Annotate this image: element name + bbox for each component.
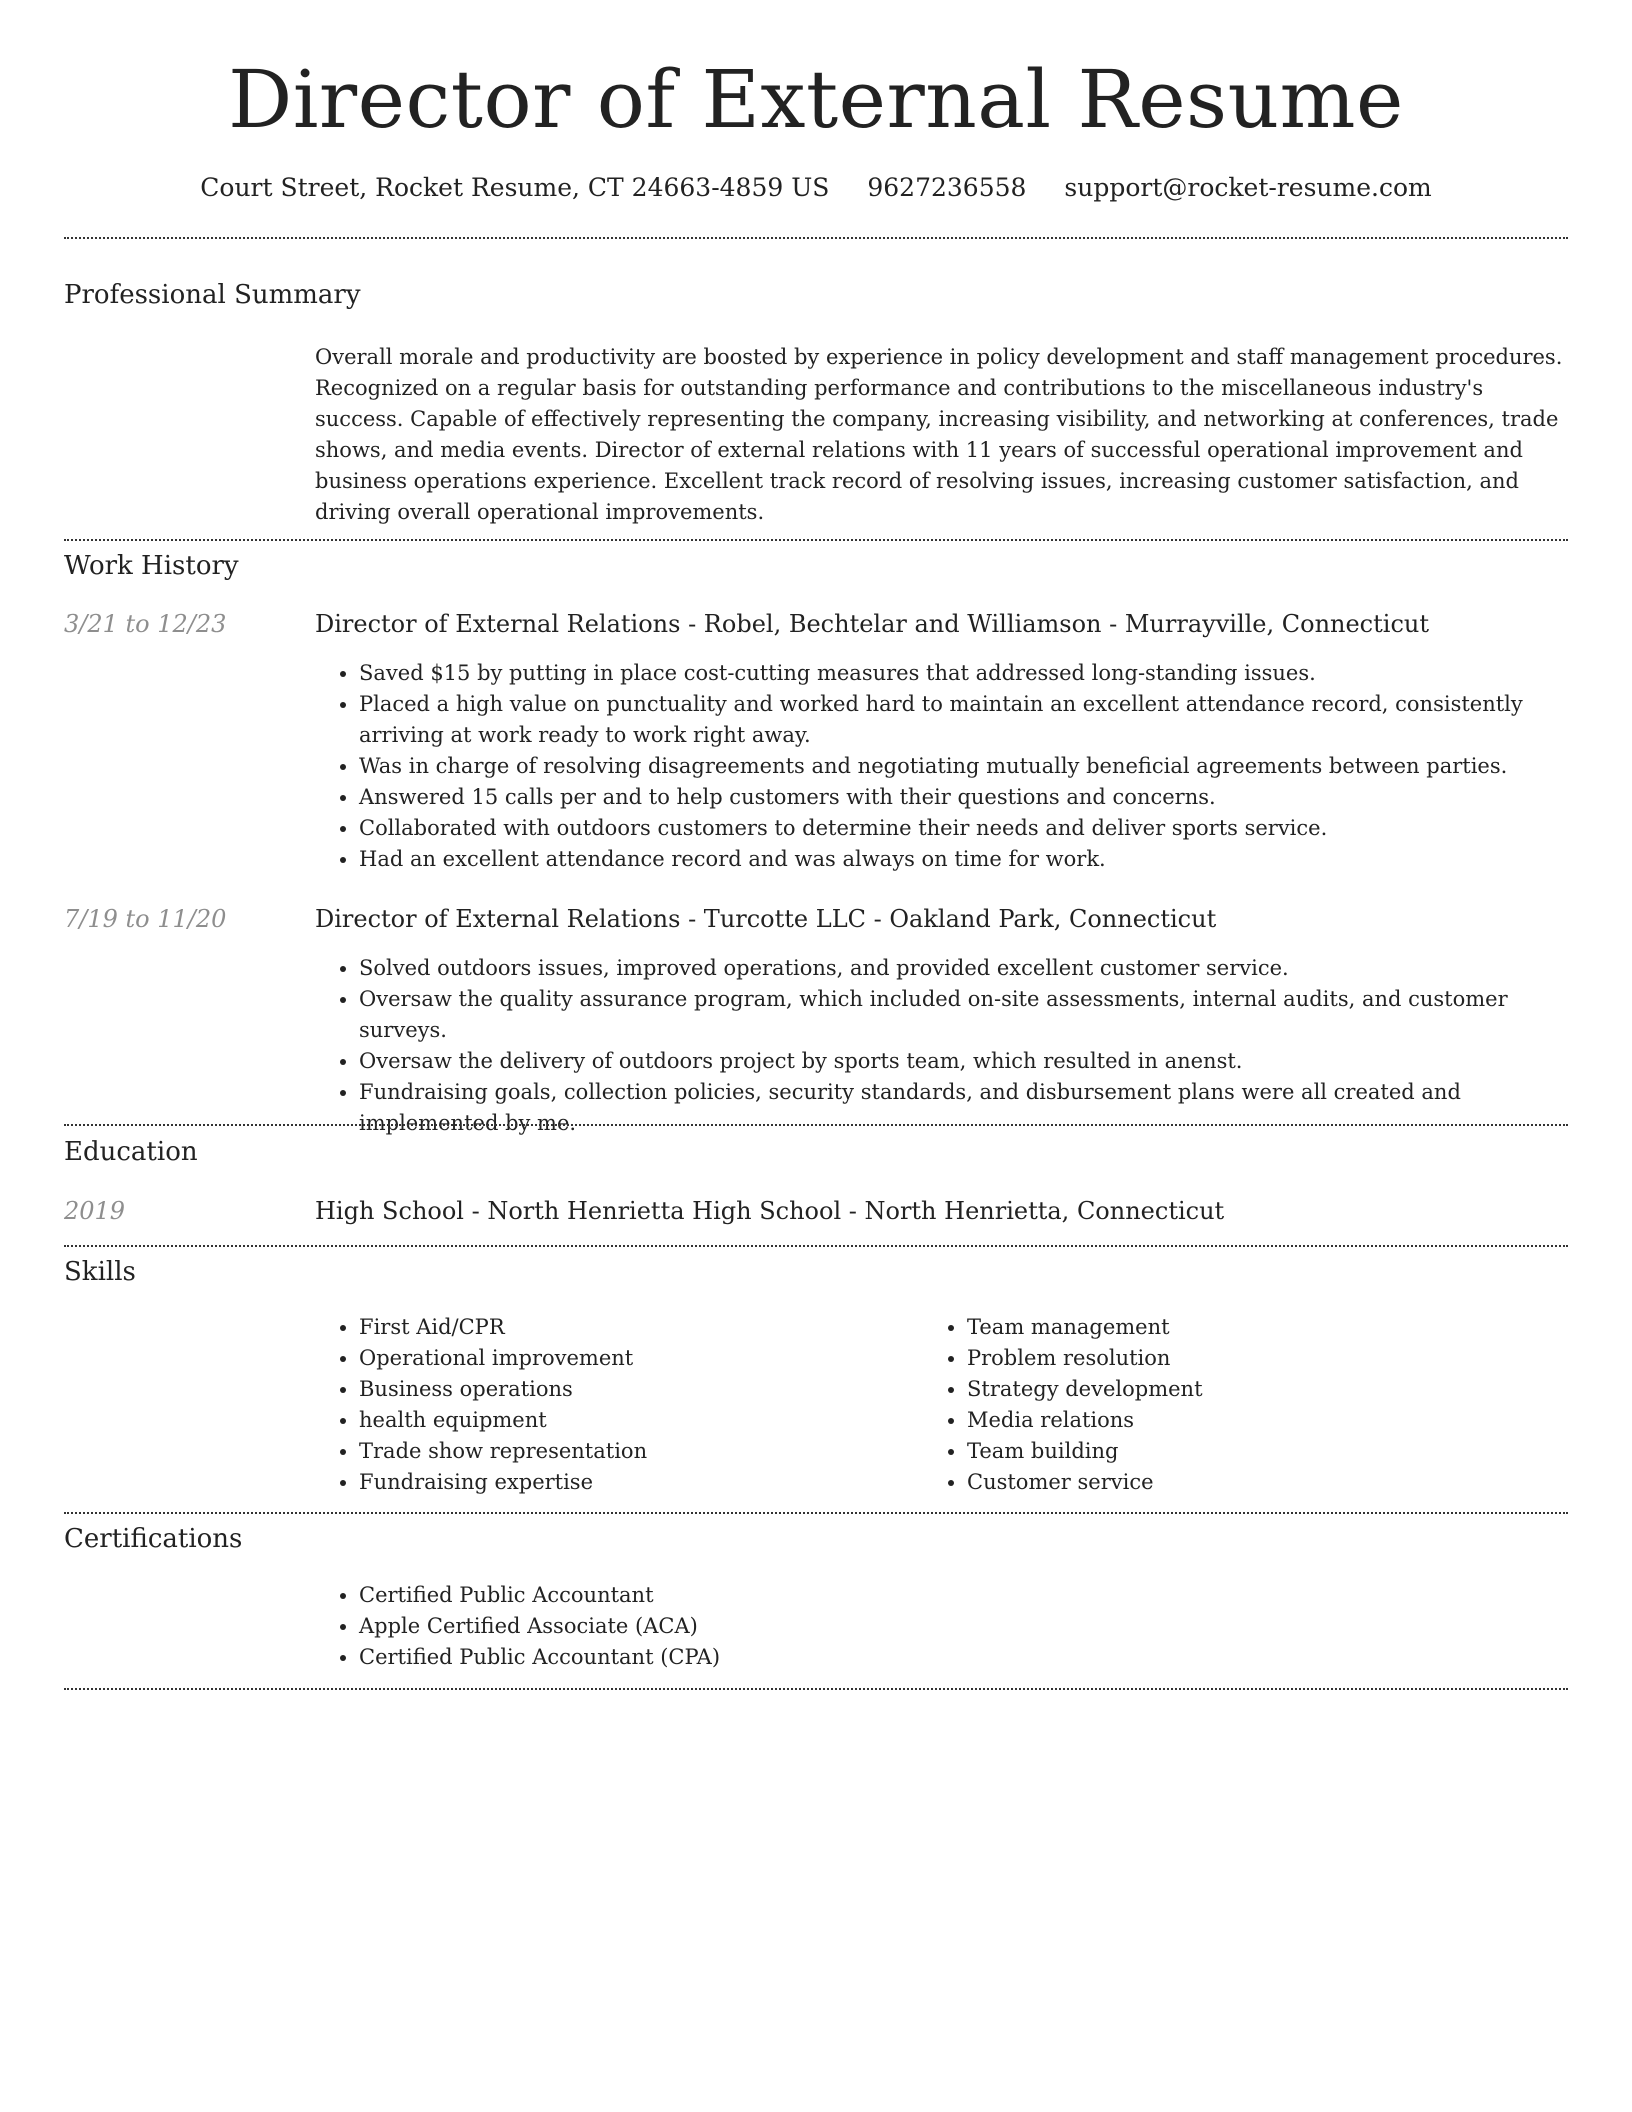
work-history-heading: Work History xyxy=(64,551,239,581)
certifications-list xyxy=(315,1580,1568,1673)
job-bullets xyxy=(315,658,1568,875)
education-heading: Education xyxy=(64,1137,198,1167)
resume-title: Director of External Resume xyxy=(228,53,1404,146)
job-role: Director of External Relations xyxy=(315,610,681,638)
skills-heading: Skills xyxy=(64,1257,136,1287)
certification-item: • Certified Public Accountant (CPA) xyxy=(359,1642,1568,1673)
contact-line xyxy=(0,170,1632,206)
job-employer-location: - Robel, Bechtelar and Williamson - Murrayville, Connecticut xyxy=(680,610,1429,638)
education-school-location: - North Henrietta High School - North Henrietta, Connecticut xyxy=(463,1197,1225,1225)
skill-item: • Trade show representation xyxy=(359,1436,915,1467)
divider xyxy=(64,539,1568,541)
contact-address: Court Street, Rocket Resume, CT 24663-4859 US xyxy=(200,173,830,202)
job-bullets xyxy=(315,953,1568,1139)
contact-email: support@rocket-resume.com xyxy=(1064,173,1432,202)
divider xyxy=(64,237,1568,239)
skill-item: • Media relations xyxy=(967,1405,1523,1436)
list-item: • Answered 15 calls per and to help customers with their questions and concerns. xyxy=(359,782,1568,813)
education-year: 2019 xyxy=(64,1197,126,1225)
list-item: • Had an excellent attendance record and was always on time for work. xyxy=(359,844,1568,875)
skill-item: • health equipment xyxy=(359,1405,915,1436)
skill-item: • Operational improvement xyxy=(359,1343,915,1374)
job-role: Director of External Relations xyxy=(315,905,681,933)
list-item: • Saved $15 by putting in place cost-cutting measures that addressed long-standing issues. xyxy=(359,658,1568,689)
job-employer-location: - Turcotte LLC - Oakland Park, Connecticut xyxy=(680,905,1217,933)
list-item: • Collaborated with outdoors customers to determine their needs and deliver sports service. xyxy=(359,813,1568,844)
list-item: • Solved outdoors issues, improved operations, and provided excellent customer service. xyxy=(359,953,1568,984)
job-dates: 3/21 to 12/23 xyxy=(64,610,227,638)
summary-text: Overall morale and productivity are boosted by experience in policy development and staff management procedures. Recognized on a regular basis for outstanding performance and contributions to the miscellaneous industry's success. Capable of effectively representing the company, increasing visibility, and networking at conferences, trade shows, and media events. Director of external relations with 11 years of successful operational improvement and business operations experience. Excellent track record of resolving issues, increasing customer satisfaction, and driving overall operational improvements. xyxy=(315,345,1563,524)
skill-item: • Problem resolution xyxy=(967,1343,1523,1374)
certification-item: • Certified Public Accountant xyxy=(359,1580,1568,1611)
list-item: • Oversaw the quality assurance program, which included on-site assessments, internal audits, and customer surveys. xyxy=(359,984,1568,1046)
list-item: • Was in charge of resolving disagreements and negotiating mutually beneficial agreements between parties. xyxy=(359,751,1568,782)
divider xyxy=(64,1688,1568,1690)
skill-item: • Customer service xyxy=(967,1467,1523,1498)
job-heading xyxy=(315,902,1216,936)
divider xyxy=(64,1245,1568,1247)
summary-heading: Professional Summary xyxy=(64,280,361,310)
certification-item: • Apple Certified Associate (ACA) xyxy=(359,1611,1568,1642)
education-heading-line xyxy=(315,1194,1224,1228)
skill-item: • First Aid/CPR xyxy=(359,1312,915,1343)
job-heading xyxy=(315,607,1429,641)
list-item: • Fundraising goals, collection policies, security standards, and disbursement plans were all created and implemented by me. xyxy=(359,1077,1568,1139)
divider xyxy=(64,1512,1568,1514)
education-degree: High School xyxy=(315,1197,464,1225)
job-dates: 7/19 to 11/20 xyxy=(64,905,227,933)
list-item: • Placed a high value on punctuality and worked hard to maintain an excellent attendance record, consistently arriving at work ready to work right away. xyxy=(359,689,1568,751)
contact-phone: 9627236558 xyxy=(867,173,1027,202)
skills-list-left xyxy=(315,1312,915,1498)
skill-item: • Business operations xyxy=(359,1374,915,1405)
list-item: • Oversaw the delivery of outdoors project by sports team, which resulted in anenst. xyxy=(359,1046,1568,1077)
skill-item: • Fundraising expertise xyxy=(359,1467,915,1498)
skill-item: • Team building xyxy=(967,1436,1523,1467)
divider xyxy=(64,1124,1568,1126)
skill-item: • Strategy development xyxy=(967,1374,1523,1405)
skill-item: • Team management xyxy=(967,1312,1523,1343)
certifications-heading: Certifications xyxy=(64,1524,243,1554)
skills-list-right xyxy=(923,1312,1523,1498)
